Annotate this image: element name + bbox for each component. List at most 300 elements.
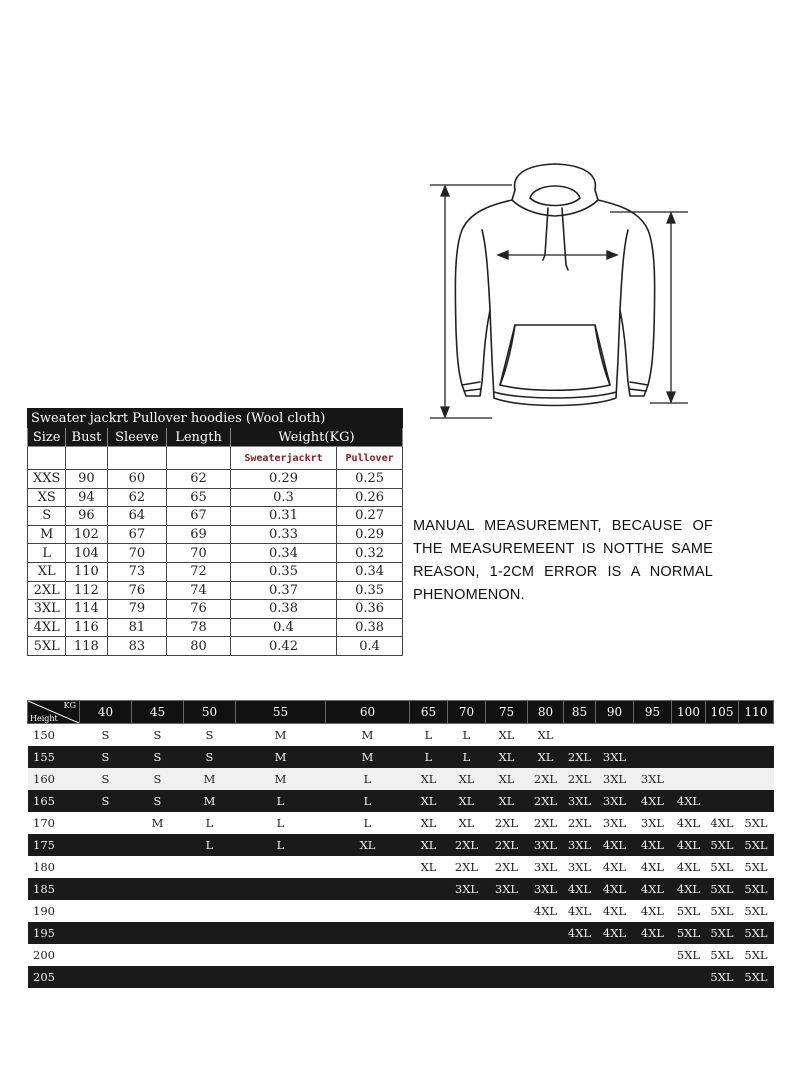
size-cell-length: 74 (167, 581, 231, 600)
size-recommendation: L (184, 812, 236, 834)
size-recommendation: 2XL (528, 790, 564, 812)
height-label: 180 (28, 856, 80, 878)
weight-header: 100 (672, 701, 706, 724)
size-cell-weight-pullover: 0.25 (337, 470, 403, 489)
size-recommendation (596, 944, 634, 966)
size-cell-weight-sweater: 0.42 (230, 637, 336, 656)
size-cell-bust: 96 (66, 507, 107, 526)
size-recommendation: 4XL (672, 834, 706, 856)
size-recommendation (184, 944, 236, 966)
weight-header: 60 (326, 701, 410, 724)
size-recommendation (739, 768, 774, 790)
size-cell-weight-sweater: 0.38 (230, 600, 336, 619)
height-label: 175 (28, 834, 80, 856)
kangaroo-pocket (500, 325, 610, 390)
size-recommendation (486, 966, 528, 988)
height-row (28, 944, 774, 966)
size-cell-sleeve: 70 (107, 544, 167, 563)
size-recommendation: 3XL (528, 856, 564, 878)
size-cell-length: 72 (167, 562, 231, 581)
size-recommendation (486, 900, 528, 922)
size-recommendation (80, 834, 132, 856)
size-recommendation (528, 944, 564, 966)
size-recommendation (236, 900, 326, 922)
size-recommendation: 4XL (596, 922, 634, 944)
size-recommendation: 4XL (634, 922, 672, 944)
size-cell-size: 4XL (28, 618, 66, 637)
size-recommendation: 3XL (564, 834, 596, 856)
size-cell-weight-pullover: 0.32 (337, 544, 403, 563)
size-recommendation (236, 944, 326, 966)
size-recommendation (80, 966, 132, 988)
size-recommendation: M (184, 768, 236, 790)
size-recommendation: L (448, 724, 486, 746)
size-recommendation (410, 922, 448, 944)
size-recommendation (672, 746, 706, 768)
size-cell-sleeve: 64 (107, 507, 167, 526)
height-row (28, 724, 774, 746)
size-cell-weight-pullover: 0.36 (337, 600, 403, 619)
size-recommendation: 4XL (672, 790, 706, 812)
size-recommendation (184, 856, 236, 878)
size-recommendation: M (236, 768, 326, 790)
size-recommendation: S (132, 746, 184, 768)
size-recommendation (634, 966, 672, 988)
size-cell-size: L (28, 544, 66, 563)
size-chart-body (28, 470, 403, 656)
size-recommendation (528, 922, 564, 944)
size-recommendation: XL (528, 746, 564, 768)
size-cell-weight-pullover: 0.27 (337, 507, 403, 526)
size-recommendation: 4XL (564, 900, 596, 922)
height-row (28, 900, 774, 922)
size-recommendation: XL (410, 768, 448, 790)
size-cell-weight-pullover: 0.4 (337, 637, 403, 656)
weight-header: 70 (448, 701, 486, 724)
hood-outline (512, 164, 598, 216)
size-row (28, 525, 403, 544)
size-recommendation: 4XL (634, 856, 672, 878)
size-recommendation: 2XL (564, 746, 596, 768)
size-recommendation: L (184, 834, 236, 856)
size-recommendation (326, 856, 410, 878)
size-recommendation: 2XL (528, 768, 564, 790)
size-recommendation (410, 900, 448, 922)
size-recommendation: 4XL (564, 878, 596, 900)
size-recommendation (132, 856, 184, 878)
size-recommendation: 5XL (672, 944, 706, 966)
height-row (28, 834, 774, 856)
size-cell-sleeve: 60 (107, 470, 167, 489)
height-label: 150 (28, 724, 80, 746)
size-recommendation: M (132, 812, 184, 834)
size-recommendation: 3XL (564, 790, 596, 812)
size-recommendation: 2XL (486, 812, 528, 834)
size-recommendation: L (326, 768, 410, 790)
size-recommendation (80, 812, 132, 834)
size-cell-length: 76 (167, 600, 231, 619)
size-recommendation: L (410, 724, 448, 746)
size-recommendation: XL (448, 790, 486, 812)
size-cell-weight-sweater: 0.34 (230, 544, 336, 563)
drawstring-right (562, 208, 568, 270)
corner-cell (28, 701, 80, 724)
size-recommendation: 4XL (564, 922, 596, 944)
size-recommendation: XL (410, 790, 448, 812)
size-row (28, 488, 403, 507)
size-recommendation: 3XL (596, 812, 634, 834)
subheader-blank (107, 447, 167, 470)
size-recommendation: 4XL (596, 878, 634, 900)
size-recommendation (706, 768, 739, 790)
size-cell-size: 5XL (28, 637, 66, 656)
size-recommendation: 5XL (739, 834, 774, 856)
size-recommendation: 3XL (448, 878, 486, 900)
size-recommendation: 4XL (706, 812, 739, 834)
body-outline (455, 200, 654, 406)
size-recommendation (486, 922, 528, 944)
size-row (28, 544, 403, 563)
height-label: 205 (28, 966, 80, 988)
size-recommendation: S (184, 724, 236, 746)
size-cell-weight-pullover: 0.38 (337, 618, 403, 637)
weight-header: 55 (236, 701, 326, 724)
size-recommendation: 4XL (596, 856, 634, 878)
height-row (28, 768, 774, 790)
size-recommendation (739, 790, 774, 812)
size-cell-length: 70 (167, 544, 231, 563)
size-recommendation (596, 724, 634, 746)
height-label: 190 (28, 900, 80, 922)
size-recommendation: 3XL (634, 768, 672, 790)
size-recommendation (672, 966, 706, 988)
size-recommendation: 5XL (706, 900, 739, 922)
size-recommendation: XL (486, 724, 528, 746)
size-recommendation: S (80, 790, 132, 812)
size-recommendation (132, 834, 184, 856)
size-row (28, 470, 403, 489)
size-cell-sleeve: 79 (107, 600, 167, 619)
size-recommendation: 5XL (706, 878, 739, 900)
height-label: 170 (28, 812, 80, 834)
size-recommendation (410, 966, 448, 988)
size-recommendation: 3XL (528, 878, 564, 900)
size-recommendation (564, 944, 596, 966)
height-label: 200 (28, 944, 80, 966)
size-recommendation (486, 944, 528, 966)
size-recommendation: 5XL (706, 856, 739, 878)
size-cell-sleeve: 83 (107, 637, 167, 656)
size-cell-weight-sweater: 0.35 (230, 562, 336, 581)
size-recommendation (410, 944, 448, 966)
size-recommendation (80, 878, 132, 900)
corner-height-label: Height (30, 714, 58, 723)
size-recommendation (528, 966, 564, 988)
size-recommendation (448, 944, 486, 966)
size-recommendation: L (448, 746, 486, 768)
size-cell-weight-sweater: 0.33 (230, 525, 336, 544)
size-cell-weight-sweater: 0.3 (230, 488, 336, 507)
size-recommendation: 5XL (739, 812, 774, 834)
size-recommendation: 2XL (564, 812, 596, 834)
height-row (28, 790, 774, 812)
size-cell-length: 78 (167, 618, 231, 637)
size-cell-sleeve: 62 (107, 488, 167, 507)
weight-header: 85 (564, 701, 596, 724)
size-recommendation (236, 922, 326, 944)
size-recommendation (236, 856, 326, 878)
height-row (28, 878, 774, 900)
size-recommendation: 4XL (528, 900, 564, 922)
height-label: 195 (28, 922, 80, 944)
size-recommendation: 3XL (596, 746, 634, 768)
size-recommendation: 5XL (672, 900, 706, 922)
size-recommendation: 2XL (486, 856, 528, 878)
size-chart-title: Sweater jackrt Pullover hoodies (Wool cloth) (28, 409, 403, 428)
height-label: 155 (28, 746, 80, 768)
size-recommendation (80, 856, 132, 878)
size-recommendation (184, 878, 236, 900)
weight-header: 65 (410, 701, 448, 724)
size-recommendation: 5XL (739, 922, 774, 944)
size-recommendation: S (132, 790, 184, 812)
size-recommendation: 3XL (486, 878, 528, 900)
size-recommendation (564, 724, 596, 746)
size-recommendation (706, 790, 739, 812)
size-recommendation: M (236, 746, 326, 768)
size-recommendation: XL (486, 768, 528, 790)
size-row (28, 562, 403, 581)
size-recommendation: 4XL (596, 900, 634, 922)
size-recommendation (132, 922, 184, 944)
size-cell-size: M (28, 525, 66, 544)
size-cell-length: 69 (167, 525, 231, 544)
size-cell-weight-sweater: 0.37 (230, 581, 336, 600)
weight-header: 90 (596, 701, 634, 724)
size-recommendation: 2XL (448, 834, 486, 856)
size-recommendation (672, 768, 706, 790)
size-recommendation: 4XL (634, 900, 672, 922)
size-cell-sleeve: 67 (107, 525, 167, 544)
size-row (28, 507, 403, 526)
size-recommendation: 3XL (528, 834, 564, 856)
size-recommendation: XL (528, 724, 564, 746)
size-cell-bust: 118 (66, 637, 107, 656)
size-recommendation: L (236, 790, 326, 812)
size-recommendation (410, 878, 448, 900)
size-recommendation: 5XL (706, 944, 739, 966)
size-recommendation: 2XL (486, 834, 528, 856)
size-cell-weight-pullover: 0.35 (337, 581, 403, 600)
corner-kg-label: KG (63, 701, 76, 710)
size-recommendation: 3XL (596, 768, 634, 790)
header-length: Length (167, 428, 231, 447)
size-recommendation (326, 878, 410, 900)
size-cell-bust: 104 (66, 544, 107, 563)
size-recommendation (672, 724, 706, 746)
size-recommendation: XL (448, 768, 486, 790)
size-recommendation (326, 922, 410, 944)
size-recommendation: S (132, 768, 184, 790)
subheader-blank (66, 447, 107, 470)
size-cell-size: S (28, 507, 66, 526)
header-sleeve: Sleeve (107, 428, 167, 447)
cuff-right (629, 382, 648, 391)
size-recommendation: L (236, 834, 326, 856)
size-recommendation: XL (448, 812, 486, 834)
height-label: 160 (28, 768, 80, 790)
hood-opening (530, 186, 580, 206)
size-recommendation (706, 746, 739, 768)
weight-header: 45 (132, 701, 184, 724)
size-recommendation (132, 944, 184, 966)
size-recommendation (236, 878, 326, 900)
size-recommendation (634, 724, 672, 746)
subheader-pullover: Pullover (337, 447, 403, 470)
size-recommendation: L (236, 812, 326, 834)
size-recommendation: 5XL (706, 966, 739, 988)
size-recommendation: 5XL (706, 834, 739, 856)
weight-header: 110 (739, 701, 774, 724)
size-cell-weight-pullover: 0.29 (337, 525, 403, 544)
size-recommendation: S (132, 724, 184, 746)
size-row (28, 618, 403, 637)
size-recommendation: S (80, 724, 132, 746)
subheader-blank (28, 447, 66, 470)
size-recommendation: M (236, 724, 326, 746)
size-recommendation: 2XL (448, 856, 486, 878)
size-cell-bust: 116 (66, 618, 107, 637)
size-recommendation: 4XL (634, 790, 672, 812)
size-recommendation (132, 878, 184, 900)
height-row (28, 922, 774, 944)
size-recommendation (236, 966, 326, 988)
size-recommendation (184, 922, 236, 944)
size-cell-weight-sweater: 0.31 (230, 507, 336, 526)
size-recommendation: M (184, 790, 236, 812)
size-recommendation (326, 966, 410, 988)
size-recommendation: 4XL (672, 812, 706, 834)
size-recommendation (634, 746, 672, 768)
size-recommendation: L (326, 790, 410, 812)
weight-header: 95 (634, 701, 672, 724)
height-label: 185 (28, 878, 80, 900)
size-cell-size: 3XL (28, 600, 66, 619)
size-cell-bust: 114 (66, 600, 107, 619)
size-recommendation: 3XL (564, 856, 596, 878)
height-weight-body (28, 724, 774, 988)
size-recommendation: 5XL (706, 922, 739, 944)
size-recommendation: XL (410, 834, 448, 856)
size-recommendation: S (184, 746, 236, 768)
size-cell-bust: 102 (66, 525, 107, 544)
size-recommendation: 5XL (672, 922, 706, 944)
size-recommendation: L (326, 812, 410, 834)
size-cell-weight-pullover: 0.34 (337, 562, 403, 581)
size-cell-size: 2XL (28, 581, 66, 600)
size-cell-sleeve: 73 (107, 562, 167, 581)
height-weight-table (27, 700, 774, 988)
size-cell-bust: 94 (66, 488, 107, 507)
size-recommendation: 5XL (739, 878, 774, 900)
size-cell-size: XS (28, 488, 66, 507)
size-recommendation: XL (486, 790, 528, 812)
size-recommendation (80, 944, 132, 966)
size-cell-weight-sweater: 0.4 (230, 618, 336, 637)
size-recommendation (184, 966, 236, 988)
size-recommendation: XL (486, 746, 528, 768)
height-row (28, 856, 774, 878)
size-recommendation: L (410, 746, 448, 768)
size-cell-sleeve: 81 (107, 618, 167, 637)
size-recommendation: M (326, 724, 410, 746)
height-label: 165 (28, 790, 80, 812)
size-recommendation (184, 900, 236, 922)
hoodie-diagram (420, 160, 690, 425)
size-cell-length: 65 (167, 488, 231, 507)
weight-header: 75 (486, 701, 528, 724)
size-cell-length: 80 (167, 637, 231, 656)
size-cell-weight-pullover: 0.26 (337, 488, 403, 507)
weight-header-row (28, 701, 774, 724)
size-row (28, 581, 403, 600)
header-weight: Weight(KG) (230, 428, 402, 447)
size-cell-bust: 112 (66, 581, 107, 600)
weight-header: 105 (706, 701, 739, 724)
measurement-note: MANUAL MEASUREMENT, BECAUSE OF THE MEASUREMEENT IS NOTTHE SAME REASON, 1-2CM ERROR IS A NORMAL PHENOMENON. (413, 518, 713, 603)
size-cell-size: XXS (28, 470, 66, 489)
size-recommendation (706, 724, 739, 746)
size-recommendation (596, 966, 634, 988)
size-cell-sleeve: 76 (107, 581, 167, 600)
size-cell-length: 62 (167, 470, 231, 489)
weight-header: 50 (184, 701, 236, 724)
height-row (28, 966, 774, 988)
size-recommendation: 4XL (634, 834, 672, 856)
size-recommendation: 4XL (672, 856, 706, 878)
size-recommendation: 5XL (739, 966, 774, 988)
size-recommendation (634, 944, 672, 966)
size-recommendation: 2XL (528, 812, 564, 834)
size-recommendation: XL (410, 812, 448, 834)
size-recommendation: 5XL (739, 944, 774, 966)
size-recommendation: 5XL (739, 856, 774, 878)
size-cell-bust: 110 (66, 562, 107, 581)
weight-header: 80 (528, 701, 564, 724)
size-recommendation (739, 724, 774, 746)
weight-header: 40 (80, 701, 132, 724)
size-recommendation: 3XL (596, 790, 634, 812)
size-recommendation: S (80, 768, 132, 790)
height-row (28, 746, 774, 768)
size-recommendation (132, 900, 184, 922)
size-recommendation: 3XL (634, 812, 672, 834)
size-recommendation: S (80, 746, 132, 768)
size-recommendation (80, 900, 132, 922)
size-recommendation (739, 746, 774, 768)
size-recommendation: 2XL (564, 768, 596, 790)
size-recommendation (326, 944, 410, 966)
size-recommendation (448, 966, 486, 988)
size-recommendation (564, 966, 596, 988)
size-cell-size: XL (28, 562, 66, 581)
size-recommendation (326, 900, 410, 922)
size-cell-weight-sweater: 0.29 (230, 470, 336, 489)
header-bust: Bust (66, 428, 107, 447)
subheader-blank (167, 447, 231, 470)
size-recommendation (448, 900, 486, 922)
size-recommendation (448, 922, 486, 944)
